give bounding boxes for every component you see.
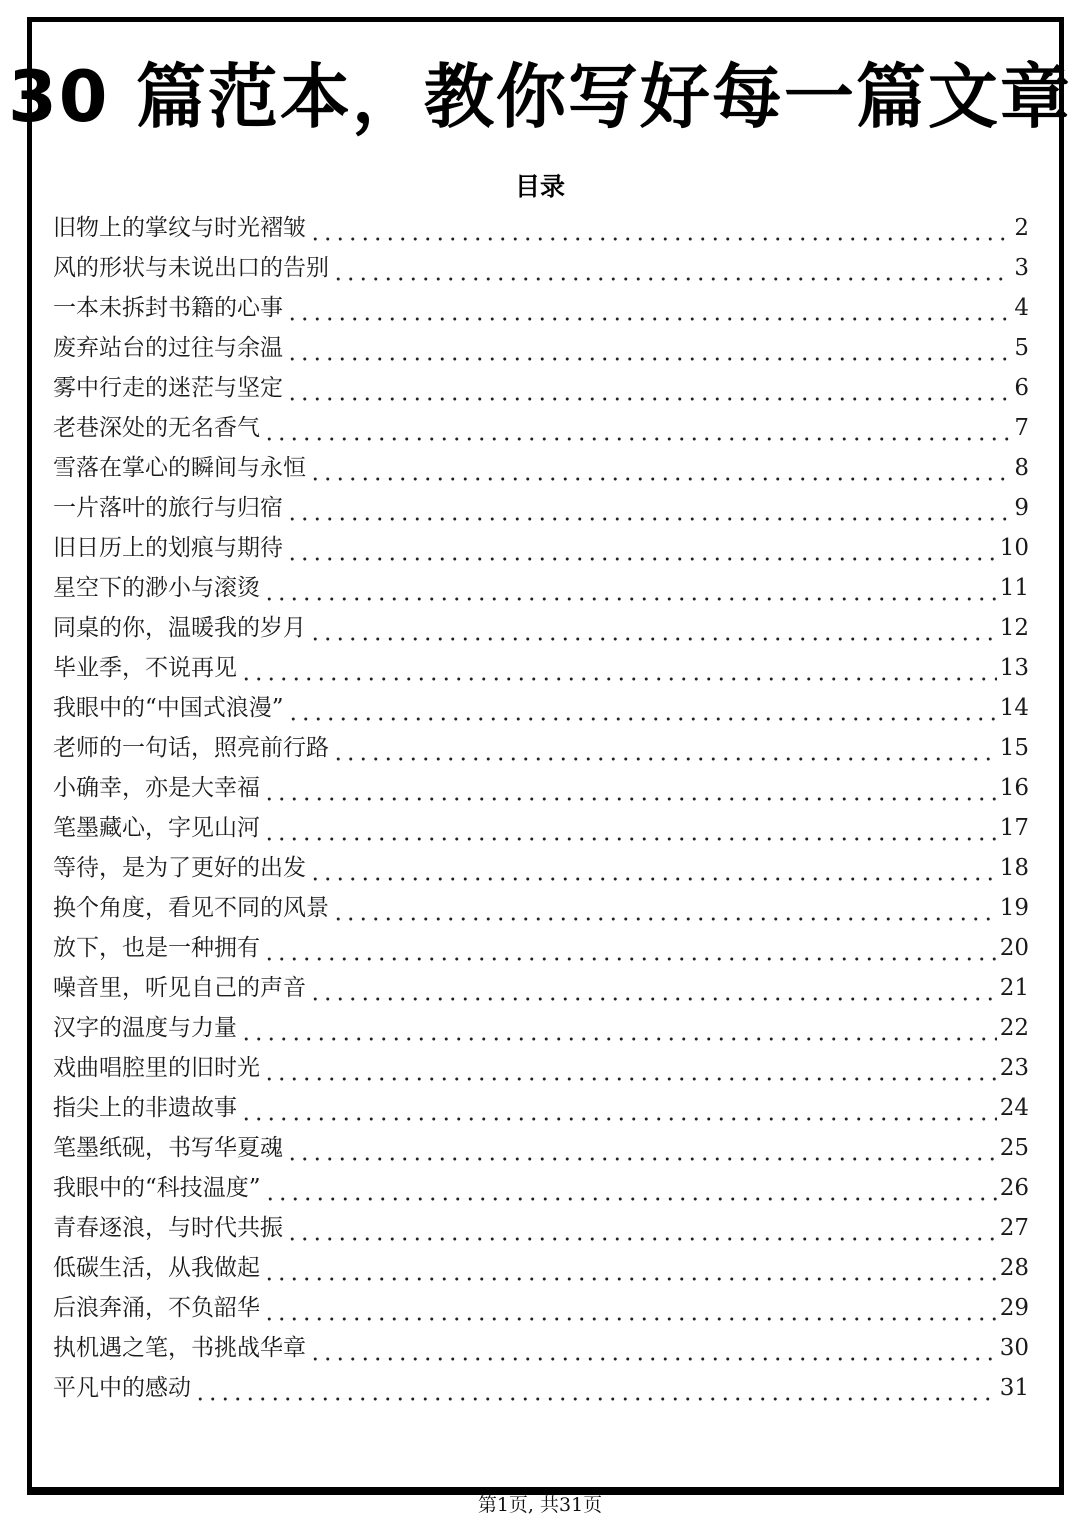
toc-entry-page-number: 4 [1014, 295, 1029, 321]
toc-entry-title: 青春逐浪，与时代共振 [53, 1215, 283, 1241]
toc-entry[interactable] [53, 408, 1029, 448]
toc-entry-page-number: 5 [1014, 335, 1029, 361]
toc-dot-leader [240, 1008, 997, 1048]
toc-dot-leader [287, 688, 997, 728]
toc-entry-page-number: 26 [999, 1175, 1029, 1201]
toc-entry[interactable] [53, 528, 1029, 568]
toc-entry-title: 风的形状与未说出口的告别 [53, 255, 329, 281]
toc-entry[interactable] [53, 488, 1029, 528]
toc-dot-leader [286, 1128, 997, 1168]
toc-entry[interactable] [53, 728, 1029, 768]
toc-entry-page-number: 15 [999, 735, 1029, 761]
toc-entry-title: 旧物上的掌纹与时光褶皱 [53, 215, 306, 241]
toc-entry[interactable] [53, 1088, 1029, 1128]
toc-entry-page-number: 17 [999, 815, 1029, 841]
toc-entry-title: 指尖上的非遗故事 [53, 1095, 237, 1121]
toc-entry[interactable] [53, 1328, 1029, 1368]
toc-entry-title: 毕业季，不说再见 [53, 655, 237, 681]
toc-dot-leader [286, 528, 997, 568]
table-of-contents [53, 208, 1029, 1408]
toc-entry[interactable] [53, 968, 1029, 1008]
document-title: 30 篇范本，教你写好每一篇文章 [8, 56, 1072, 138]
toc-entry[interactable] [53, 1248, 1029, 1288]
toc-dot-leader [286, 1208, 997, 1248]
toc-entry-page-number: 9 [1014, 495, 1029, 521]
toc-entry-title: 笔墨藏心，字见山河 [53, 815, 260, 841]
toc-entry-title: 换个角度，看见不同的风景 [53, 895, 329, 921]
toc-entry-page-number: 31 [999, 1375, 1029, 1401]
toc-entry[interactable] [53, 808, 1029, 848]
toc-dot-leader [309, 968, 997, 1008]
toc-entry[interactable] [53, 1048, 1029, 1088]
toc-entry-page-number: 18 [999, 855, 1029, 881]
toc-entry-page-number: 11 [999, 575, 1029, 601]
toc-entry-title: 一本未拆封书籍的心事 [53, 295, 283, 321]
toc-dot-leader [263, 568, 997, 608]
toc-entry-page-number: 22 [999, 1015, 1029, 1041]
toc-dot-leader [309, 208, 1011, 248]
toc-dot-leader [286, 328, 1011, 368]
toc-dot-leader [194, 1368, 997, 1408]
toc-entry[interactable] [53, 1208, 1029, 1248]
toc-heading: 目录 [514, 172, 565, 201]
toc-dot-leader [286, 368, 1011, 408]
toc-dot-leader [263, 768, 997, 808]
toc-entry-title: 噪音里，听见自己的声音 [53, 975, 306, 1001]
toc-entry-title: 低碳生活，从我做起 [53, 1255, 260, 1281]
toc-entry-page-number: 16 [999, 775, 1029, 801]
toc-entry[interactable] [53, 248, 1029, 288]
page-footer: 第1页, 共31页 [477, 1494, 603, 1516]
toc-dot-leader [263, 1288, 997, 1328]
toc-entry-page-number: 19 [999, 895, 1029, 921]
toc-dot-leader [286, 288, 1011, 328]
toc-entry-title: 雾中行走的迷茫与坚定 [53, 375, 283, 401]
toc-entry[interactable] [53, 888, 1029, 928]
toc-entry-page-number: 10 [999, 535, 1029, 561]
toc-entry[interactable] [53, 368, 1029, 408]
toc-entry-title: 雪落在掌心的瞬间与永恒 [53, 455, 306, 481]
toc-entry[interactable] [53, 208, 1029, 248]
toc-entry[interactable] [53, 568, 1029, 608]
toc-entry-page-number: 7 [1014, 415, 1029, 441]
toc-entry[interactable] [53, 768, 1029, 808]
toc-entry-page-number: 12 [999, 615, 1029, 641]
toc-dot-leader [263, 1048, 997, 1088]
toc-dot-leader [264, 1168, 997, 1208]
toc-dot-leader [309, 848, 997, 888]
toc-entry-title: 我眼中的“中国式浪漫” [53, 695, 284, 721]
toc-dot-leader [240, 648, 997, 688]
toc-entry-page-number: 3 [1014, 255, 1029, 281]
toc-entry-page-number: 6 [1014, 375, 1029, 401]
toc-entry-page-number: 8 [1014, 455, 1029, 481]
toc-entry-title: 执机遇之笔，书挑战华章 [53, 1335, 306, 1361]
toc-entry-page-number: 23 [999, 1055, 1029, 1081]
toc-entry-page-number: 13 [999, 655, 1029, 681]
toc-entry-title: 废弃站台的过往与余温 [53, 335, 283, 361]
toc-entry-title: 笔墨纸砚，书写华夏魂 [53, 1135, 283, 1161]
toc-entry-page-number: 29 [999, 1295, 1029, 1321]
toc-entry[interactable] [53, 1128, 1029, 1168]
toc-dot-leader [263, 408, 1011, 448]
toc-dot-leader [309, 1328, 997, 1368]
toc-entry-page-number: 21 [999, 975, 1029, 1001]
toc-entry-page-number: 20 [999, 935, 1029, 961]
toc-entry-title: 老师的一句话，照亮前行路 [53, 735, 329, 761]
toc-entry-page-number: 28 [999, 1255, 1029, 1281]
toc-dot-leader [263, 1248, 997, 1288]
toc-entry-title: 旧日历上的划痕与期待 [53, 535, 283, 561]
toc-entry[interactable] [53, 448, 1029, 488]
toc-entry-title: 后浪奔涌，不负韶华 [53, 1295, 260, 1321]
toc-entry-title: 星空下的渺小与滚烫 [53, 575, 260, 601]
toc-entry[interactable] [53, 608, 1029, 648]
toc-entry[interactable] [53, 1368, 1029, 1408]
toc-dot-leader [286, 488, 1011, 528]
toc-entry-page-number: 2 [1014, 215, 1029, 241]
toc-entry[interactable] [53, 648, 1029, 688]
toc-dot-leader [263, 808, 997, 848]
toc-entry-title: 平凡中的感动 [53, 1375, 191, 1401]
toc-entry-title: 我眼中的“科技温度” [53, 1175, 261, 1201]
toc-dot-leader [332, 728, 997, 768]
toc-entry[interactable] [53, 1288, 1029, 1328]
toc-dot-leader [309, 608, 997, 648]
toc-entry-title: 等待，是为了更好的出发 [53, 855, 306, 881]
toc-entry-page-number: 25 [999, 1135, 1029, 1161]
toc-entry-page-number: 14 [999, 695, 1029, 721]
toc-entry-title: 小确幸，亦是大幸福 [53, 775, 260, 801]
toc-dot-leader [332, 888, 997, 928]
toc-entry-title: 汉字的温度与力量 [53, 1015, 237, 1041]
toc-entry-title: 同桌的你，温暖我的岁月 [53, 615, 306, 641]
toc-entry[interactable] [53, 928, 1029, 968]
toc-entry[interactable] [53, 328, 1029, 368]
toc-dot-leader [263, 928, 997, 968]
toc-entry-page-number: 30 [999, 1335, 1029, 1361]
toc-entry-page-number: 27 [999, 1215, 1029, 1241]
toc-dot-leader [240, 1088, 997, 1128]
toc-entry-title: 一片落叶的旅行与归宿 [53, 495, 283, 521]
toc-entry-title: 老巷深处的无名香气 [53, 415, 260, 441]
toc-entry[interactable] [53, 1008, 1029, 1048]
toc-entry-title: 放下，也是一种拥有 [53, 935, 260, 961]
toc-entry[interactable] [53, 688, 1029, 728]
toc-entry-page-number: 24 [999, 1095, 1029, 1121]
toc-entry-title: 戏曲唱腔里的旧时光 [53, 1055, 260, 1081]
toc-entry[interactable] [53, 288, 1029, 328]
toc-dot-leader [332, 248, 1011, 288]
toc-dot-leader [309, 448, 1011, 488]
toc-entry[interactable] [53, 1168, 1029, 1208]
toc-entry[interactable] [53, 848, 1029, 888]
